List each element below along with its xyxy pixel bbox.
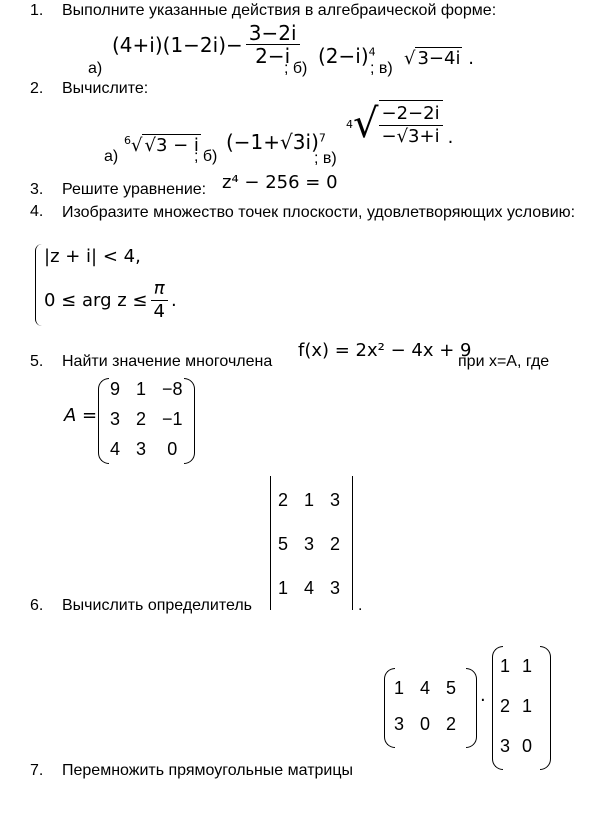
matrix-row bbox=[270, 478, 348, 522]
p2-root-index-c: 4 bbox=[346, 118, 353, 131]
matrix-cell: 1 bbox=[500, 655, 511, 676]
problem-7-number: 7. bbox=[30, 762, 44, 779]
matrix-cell: 2 bbox=[278, 489, 289, 510]
matrix-cell: 1 bbox=[278, 577, 289, 598]
sqrt-icon: √ bbox=[353, 101, 379, 147]
p1-label-a: а) bbox=[88, 60, 103, 77]
p4-period: . bbox=[170, 290, 177, 311]
matrix-cell: 3 bbox=[304, 533, 315, 554]
matrix-cell: 1 bbox=[522, 655, 533, 676]
p7-left-matrix bbox=[386, 670, 464, 742]
problem-6-text: Вычислить определитель bbox=[62, 597, 252, 614]
problem-6-number: 6. bbox=[30, 597, 44, 614]
matrix-cell: −8 bbox=[162, 378, 183, 399]
problem-3-text: Решите уравнение: bbox=[62, 181, 207, 198]
matrix-cell: 2 bbox=[330, 533, 341, 554]
problem-2-text: Вычислите: bbox=[62, 80, 149, 97]
p2-root-index-a: 6 bbox=[124, 134, 131, 147]
matrix-row bbox=[494, 726, 538, 766]
problem-3-number: 3. bbox=[30, 181, 44, 198]
p2-numerator-c: −2−2i bbox=[379, 103, 443, 126]
p2-expr-b-exponent: 7 bbox=[318, 131, 326, 145]
p7-right-matrix bbox=[494, 646, 538, 766]
matrix-cell: 4 bbox=[304, 577, 315, 598]
matrix-cell: 3 bbox=[330, 489, 341, 510]
p1-label-c: ; в) bbox=[370, 60, 393, 77]
p2-expression-b bbox=[226, 130, 326, 154]
p2-fraction-c bbox=[379, 100, 443, 148]
matrix-cell: 1 bbox=[304, 489, 315, 510]
matrix-cell: 3 bbox=[136, 438, 147, 459]
p7-left-matrix-rparen bbox=[466, 668, 477, 748]
matrix-row bbox=[494, 686, 538, 726]
matrix-cell: 2 bbox=[136, 408, 147, 429]
matrix-row bbox=[270, 522, 348, 566]
problem-1-number: 1. bbox=[30, 2, 44, 19]
matrix-cell: 0 bbox=[167, 438, 178, 459]
p2-period: . bbox=[447, 127, 454, 148]
matrix-row bbox=[386, 670, 464, 706]
matrix-cell: 3 bbox=[330, 577, 341, 598]
sqrt-icon: √ bbox=[404, 48, 416, 69]
p4-fraction bbox=[151, 278, 168, 323]
p1-expr-b-text: (2−i) bbox=[318, 44, 369, 68]
matrix-row bbox=[386, 706, 464, 742]
problem-7-text: Перемножить прямоугольные матрицы bbox=[62, 762, 354, 779]
p2-label-a: а) bbox=[104, 148, 119, 165]
p2-expr-b-text: (−1+√3i) bbox=[226, 130, 319, 154]
p7-multiply-dot: · bbox=[480, 690, 486, 711]
p1-expression-b bbox=[318, 44, 376, 68]
matrix-cell: 1 bbox=[136, 378, 147, 399]
p2-expression-c bbox=[346, 100, 453, 148]
p1-frac-numerator: 3−2i bbox=[246, 22, 300, 45]
p1-expr-b-exponent: 4 bbox=[368, 45, 376, 59]
p5-matrix bbox=[102, 374, 191, 464]
problem-4-number: 4. bbox=[30, 203, 44, 220]
matrix-cell: 4 bbox=[420, 677, 431, 698]
p7-right-matrix-rparen bbox=[540, 646, 551, 770]
p4-frac-denominator: 4 bbox=[153, 301, 165, 322]
p1-frac-denominator: 2−i bbox=[255, 44, 291, 68]
p1-radicand-c: 3−4i bbox=[417, 48, 461, 69]
problem-5-number: 5. bbox=[30, 353, 44, 370]
problem-4-text: Изобразите множество точек плоскости, удовлетворяющих условию: bbox=[62, 204, 576, 221]
matrix-cell: 0 bbox=[522, 735, 533, 756]
p3-equation: z⁴ − 256 = 0 bbox=[222, 172, 338, 193]
problem-5-text: Найти значение многочлена bbox=[62, 353, 273, 370]
matrix-cell: −1 bbox=[162, 408, 183, 429]
matrix-cell: 5 bbox=[446, 677, 457, 698]
matrix-cell: 9 bbox=[110, 378, 121, 399]
p5-matrix-name: A = bbox=[64, 405, 98, 426]
matrix-row bbox=[102, 374, 191, 404]
sqrt-icon: √ bbox=[131, 135, 143, 156]
matrix-cell: 3 bbox=[394, 713, 405, 734]
problem-2-number: 2. bbox=[30, 80, 44, 97]
matrix-row bbox=[494, 646, 538, 686]
matrix-row bbox=[102, 434, 191, 464]
matrix-row bbox=[270, 566, 348, 610]
p6-determinant bbox=[270, 478, 348, 610]
det-right-bar bbox=[352, 476, 353, 610]
p2-denominator-c: −√3+i bbox=[381, 126, 440, 147]
p1-label-b: ; б) bbox=[284, 60, 308, 77]
p2-label-b: ; б) bbox=[194, 148, 218, 165]
p6-period: . bbox=[358, 597, 363, 614]
p4-line-2 bbox=[44, 278, 177, 323]
p4-line-2-text: 0 ≤ arg z ≤ bbox=[44, 290, 148, 311]
matrix-cell: 2 bbox=[500, 695, 511, 716]
p1-expression-a bbox=[112, 22, 303, 67]
p5-polynomial: f(x) = 2x² − 4x + 9 bbox=[298, 340, 472, 361]
p1-expression-c: √ 3−4i . bbox=[404, 48, 474, 69]
p1-expr-a-text: (4+i)(1−2i)− bbox=[112, 32, 243, 57]
matrix-row bbox=[102, 404, 191, 434]
p2-label-c: ; в) bbox=[314, 150, 337, 167]
matrix-cell: 1 bbox=[394, 677, 405, 698]
matrix-cell: 2 bbox=[446, 713, 457, 734]
p4-line-1: |z + i| < 4, bbox=[44, 246, 141, 267]
matrix-cell: 3 bbox=[110, 408, 121, 429]
matrix-cell: 0 bbox=[420, 713, 431, 734]
matrix-cell: 5 bbox=[278, 533, 289, 554]
system-brace bbox=[35, 244, 42, 326]
p4-frac-numerator: π bbox=[151, 278, 168, 301]
problem-1-text: Выполните указанные действия в алгебраической форме: bbox=[62, 2, 497, 19]
p2-radicand-a: √3 − i bbox=[144, 135, 199, 156]
matrix-cell: 3 bbox=[500, 735, 511, 756]
problem-5-suffix: при x=A, где bbox=[458, 353, 550, 370]
matrix-cell: 4 bbox=[110, 438, 121, 459]
matrix-cell: 1 bbox=[522, 695, 533, 716]
p2-expression-a bbox=[124, 134, 201, 156]
